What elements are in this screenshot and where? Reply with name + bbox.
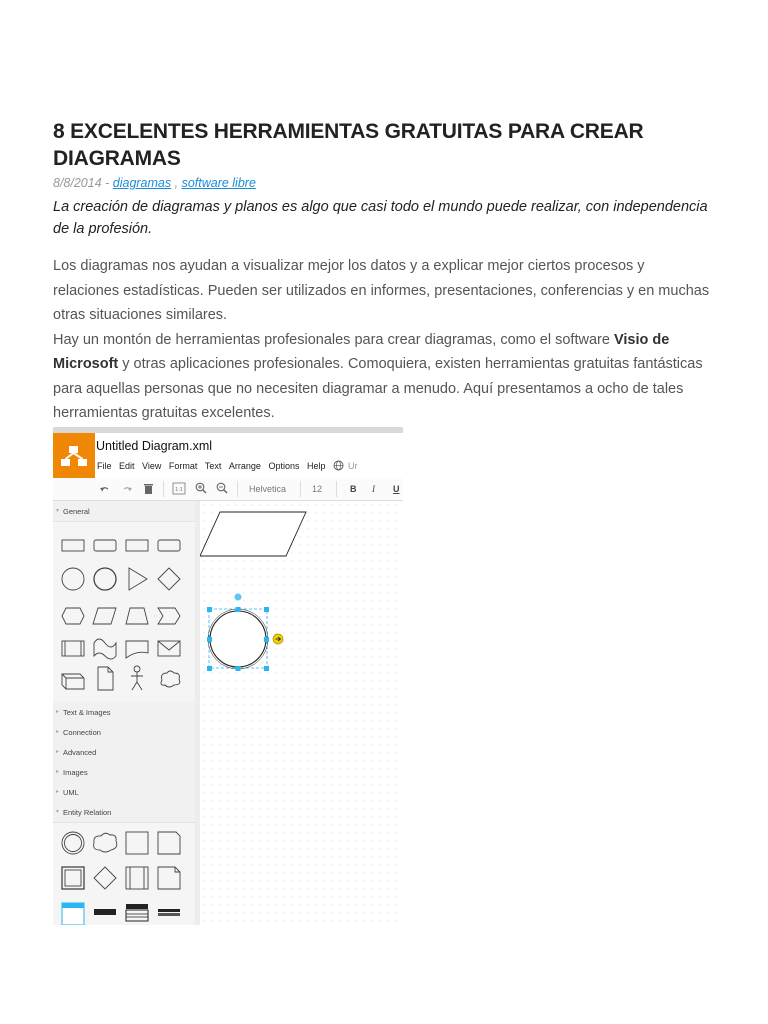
rotate-handle [235,594,242,601]
font-size-input[interactable]: 12 [312,484,323,494]
parallelogram-shape [200,512,306,556]
menu-arrange[interactable]: Arrange [228,461,261,471]
paragraph-2-text-b: y otras aplicaciones profesionales. Comoquiera, existen herramientas gratuitas fantásticas para aquellas personas que no necesiten diagramar a menudo. Aquí presentamos a ocho de tales herramientas gratuitas excelentes. [53,356,703,421]
general-shapes-palette[interactable] [53,522,193,700]
drawio-logo [53,433,95,478]
article-lead: La creación de diagramas y planos es algo que casi todo el mundo puede realizar, con independencia de la profesión. [53,199,708,237]
section-general[interactable]: ▾ General [53,501,195,522]
section-connection[interactable]: ▸ Connection [53,722,195,743]
article-title: 8 EXCELENTES HERRAMIENTAS GRATUITAS PARA CREAR DIAGRAMAS [53,120,644,170]
paragraph-1: Los diagramas nos ayudan a visualizar mejor los datos y a explicar mejor ciertos procesos y relaciones estadísticas. Pueden ser utilizados en informes, presentaciones, conferencias y en muchas otras situaciones similares. [53,258,710,323]
redo-icon[interactable] [122,484,133,494]
menu-view[interactable]: View [142,461,162,471]
paragraph-2-text-a: Hay un montón de herramientas profesionales para crear diagramas, como el software [53,331,614,348]
underline-button[interactable]: U [393,484,400,494]
menu-file[interactable]: File [97,461,112,471]
article-meta [53,176,713,194]
section-entity-relation[interactable]: ▾ Entity Relation [53,802,195,823]
article-date: 8/8/2014 - [53,176,113,190]
tag-link-software-libre[interactable]: software libre [181,176,256,190]
drawio-screenshot [53,427,403,925]
italic-button[interactable]: I [372,484,375,494]
section-text-images[interactable]: ▸ Text & Images [53,702,195,723]
paragraph-2 [53,328,713,426]
zoom-out-icon[interactable] [216,482,228,494]
menu-options[interactable]: Options [268,461,300,471]
undo-icon[interactable] [99,484,110,494]
section-uml[interactable]: ▸ UML [53,782,195,803]
svg-text:1:1: 1:1 [175,487,183,493]
document-title: Untitled Diagram.xml [96,439,213,453]
article-body [53,254,713,426]
menu-truncated: Ur [348,461,358,471]
canvas-shapes [200,501,403,925]
font-family-select[interactable]: Helvetica [249,484,287,494]
delete-icon[interactable] [144,483,153,494]
menu-format[interactable]: Format [168,461,198,471]
article [53,118,713,426]
menu-help[interactable]: Help [306,461,326,471]
bold-button[interactable]: B [350,484,357,494]
menu-edit[interactable]: Edit [119,461,135,471]
drawing-canvas[interactable] [200,501,403,925]
section-advanced[interactable]: ▸ Advanced [53,742,195,763]
menu-bar [97,460,365,471]
diagram-logo-icon [53,433,95,478]
circle-shape [210,611,266,667]
shapes-sidebar [53,501,196,925]
actual-size-icon[interactable] [172,482,186,495]
zoom-in-icon[interactable] [195,482,207,494]
tag-separator: , [171,176,182,190]
toolbar [53,478,403,501]
tag-link-diagramas[interactable]: diagramas [112,176,172,190]
screenshot-top-strip [53,427,403,433]
globe-icon[interactable] [333,460,344,471]
section-images[interactable]: ▸ Images [53,762,195,783]
menu-text[interactable]: Text [204,461,222,471]
paragraph-2-bold: Visio de Microsoft [53,331,670,372]
entity-relation-palette[interactable] [53,823,193,925]
